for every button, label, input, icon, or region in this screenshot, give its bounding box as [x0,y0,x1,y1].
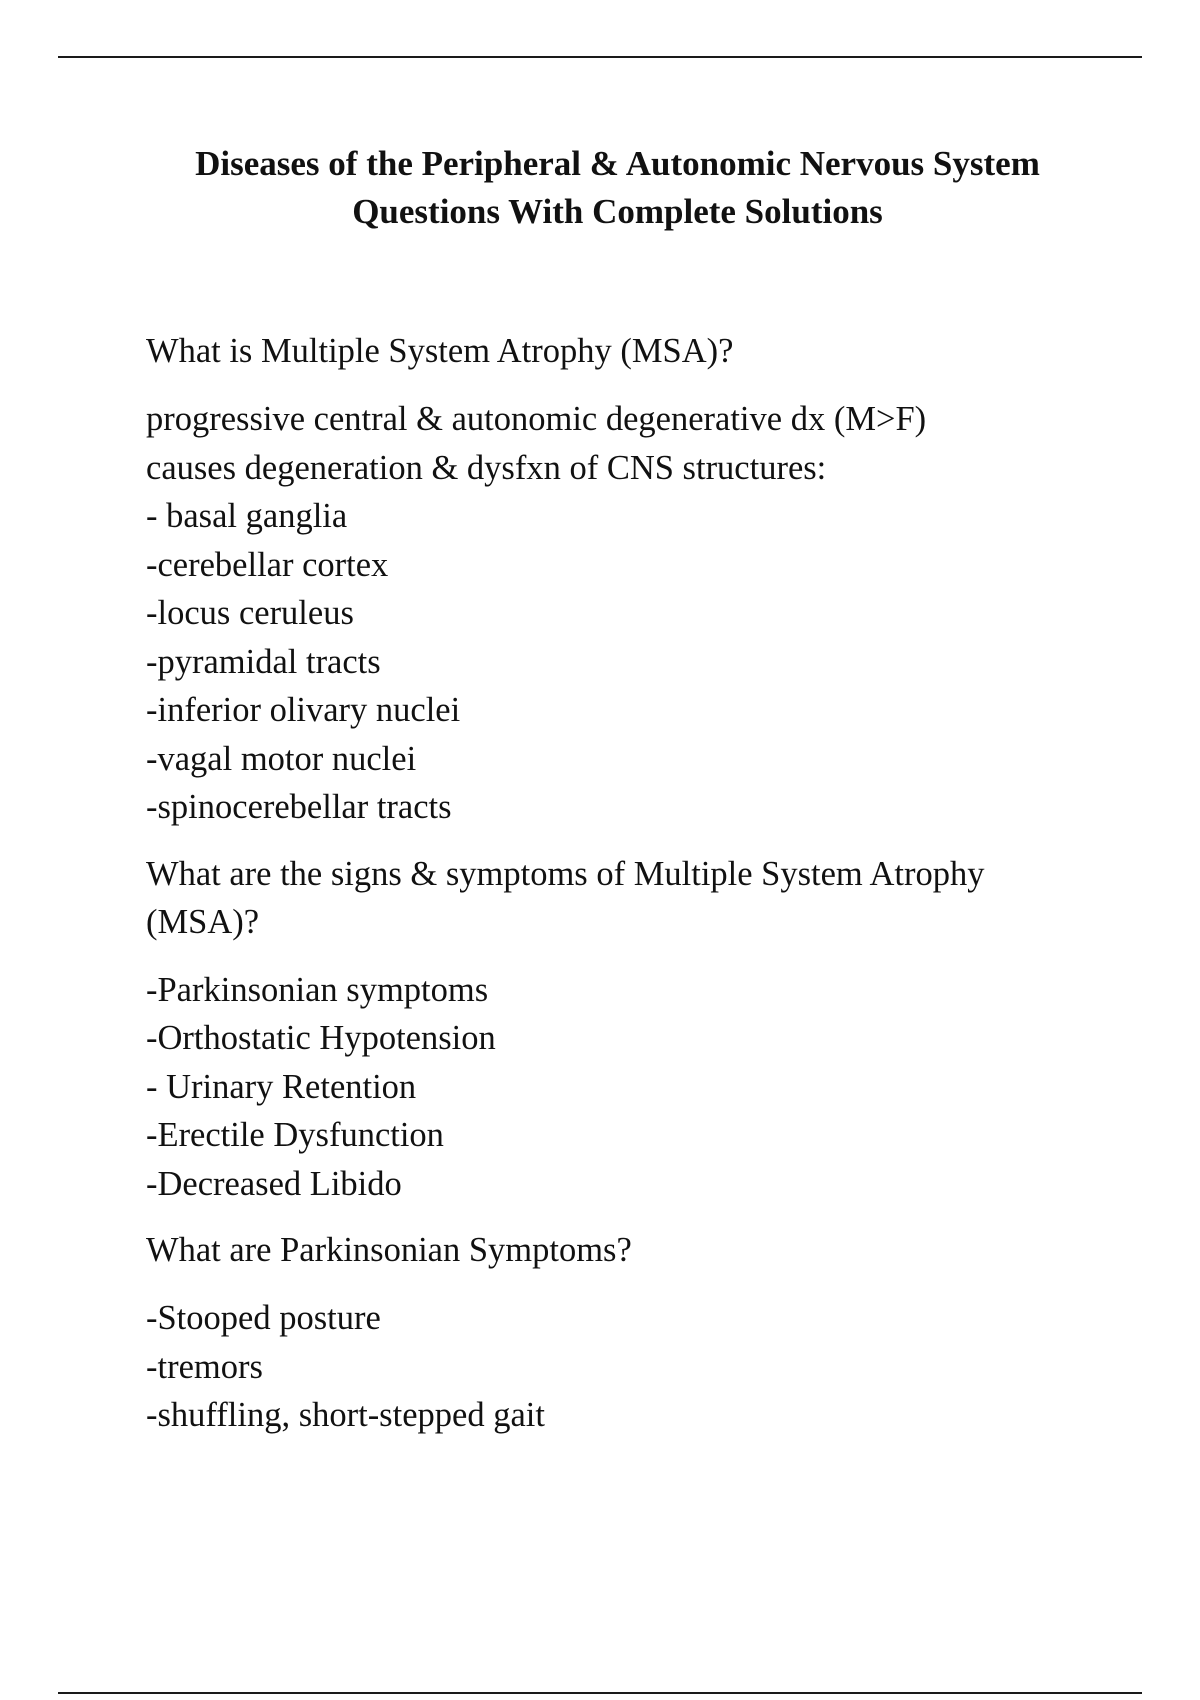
bottom-rule [58,1692,1142,1694]
qa-content [146,327,1146,1440]
title-line-2: Questions With Complete Solutions [352,192,883,231]
answer [146,395,1146,832]
qa-item [146,850,1146,1209]
qa-item [146,1226,1146,1440]
answer-line: -vagal motor nuclei [146,739,417,778]
title-line-1: Diseases of the Peripheral & Autonomic Nervous System [195,144,1040,183]
answer [146,1294,1146,1440]
answer-line: -tremors [146,1347,263,1386]
answer-line: - Urinary Retention [146,1067,417,1106]
answer-line: -Erectile Dysfunction [146,1116,444,1154]
question-line: (MSA)? [146,902,260,941]
top-rule [58,56,1142,58]
answer-line: -spinocerebellar tracts [146,788,452,826]
answer-line: -shuffling, short-stepped gait [146,1396,545,1434]
answer-line: causes degeneration & dysfxn of CNS structures: [146,448,827,487]
answer-line: -Stooped posture [146,1299,381,1337]
document-title [0,140,1200,236]
question [146,850,1146,946]
question: What are Parkinsonian Symptoms? [146,1231,632,1269]
answer-line: progressive central & autonomic degenerative dx (M>F) [146,400,927,438]
answer-line: -cerebellar cortex [146,545,389,584]
question: What is Multiple System Atrophy (MSA)? [146,332,734,370]
qa-item [146,327,1146,832]
answer-line: -inferior olivary nuclei [146,691,461,729]
answer-line: -pyramidal tracts [146,642,381,681]
answer-line: -Decreased Libido [146,1164,402,1203]
answer-line: -locus ceruleus [146,594,354,632]
answer-line: - basal ganglia [146,497,348,535]
answer-line: -Parkinsonian symptoms [146,970,489,1009]
question-line: What are the signs & symptoms of Multiple System Atrophy [146,854,985,893]
answer [146,966,1146,1209]
answer-line: -Orthostatic Hypotension [146,1019,496,1057]
